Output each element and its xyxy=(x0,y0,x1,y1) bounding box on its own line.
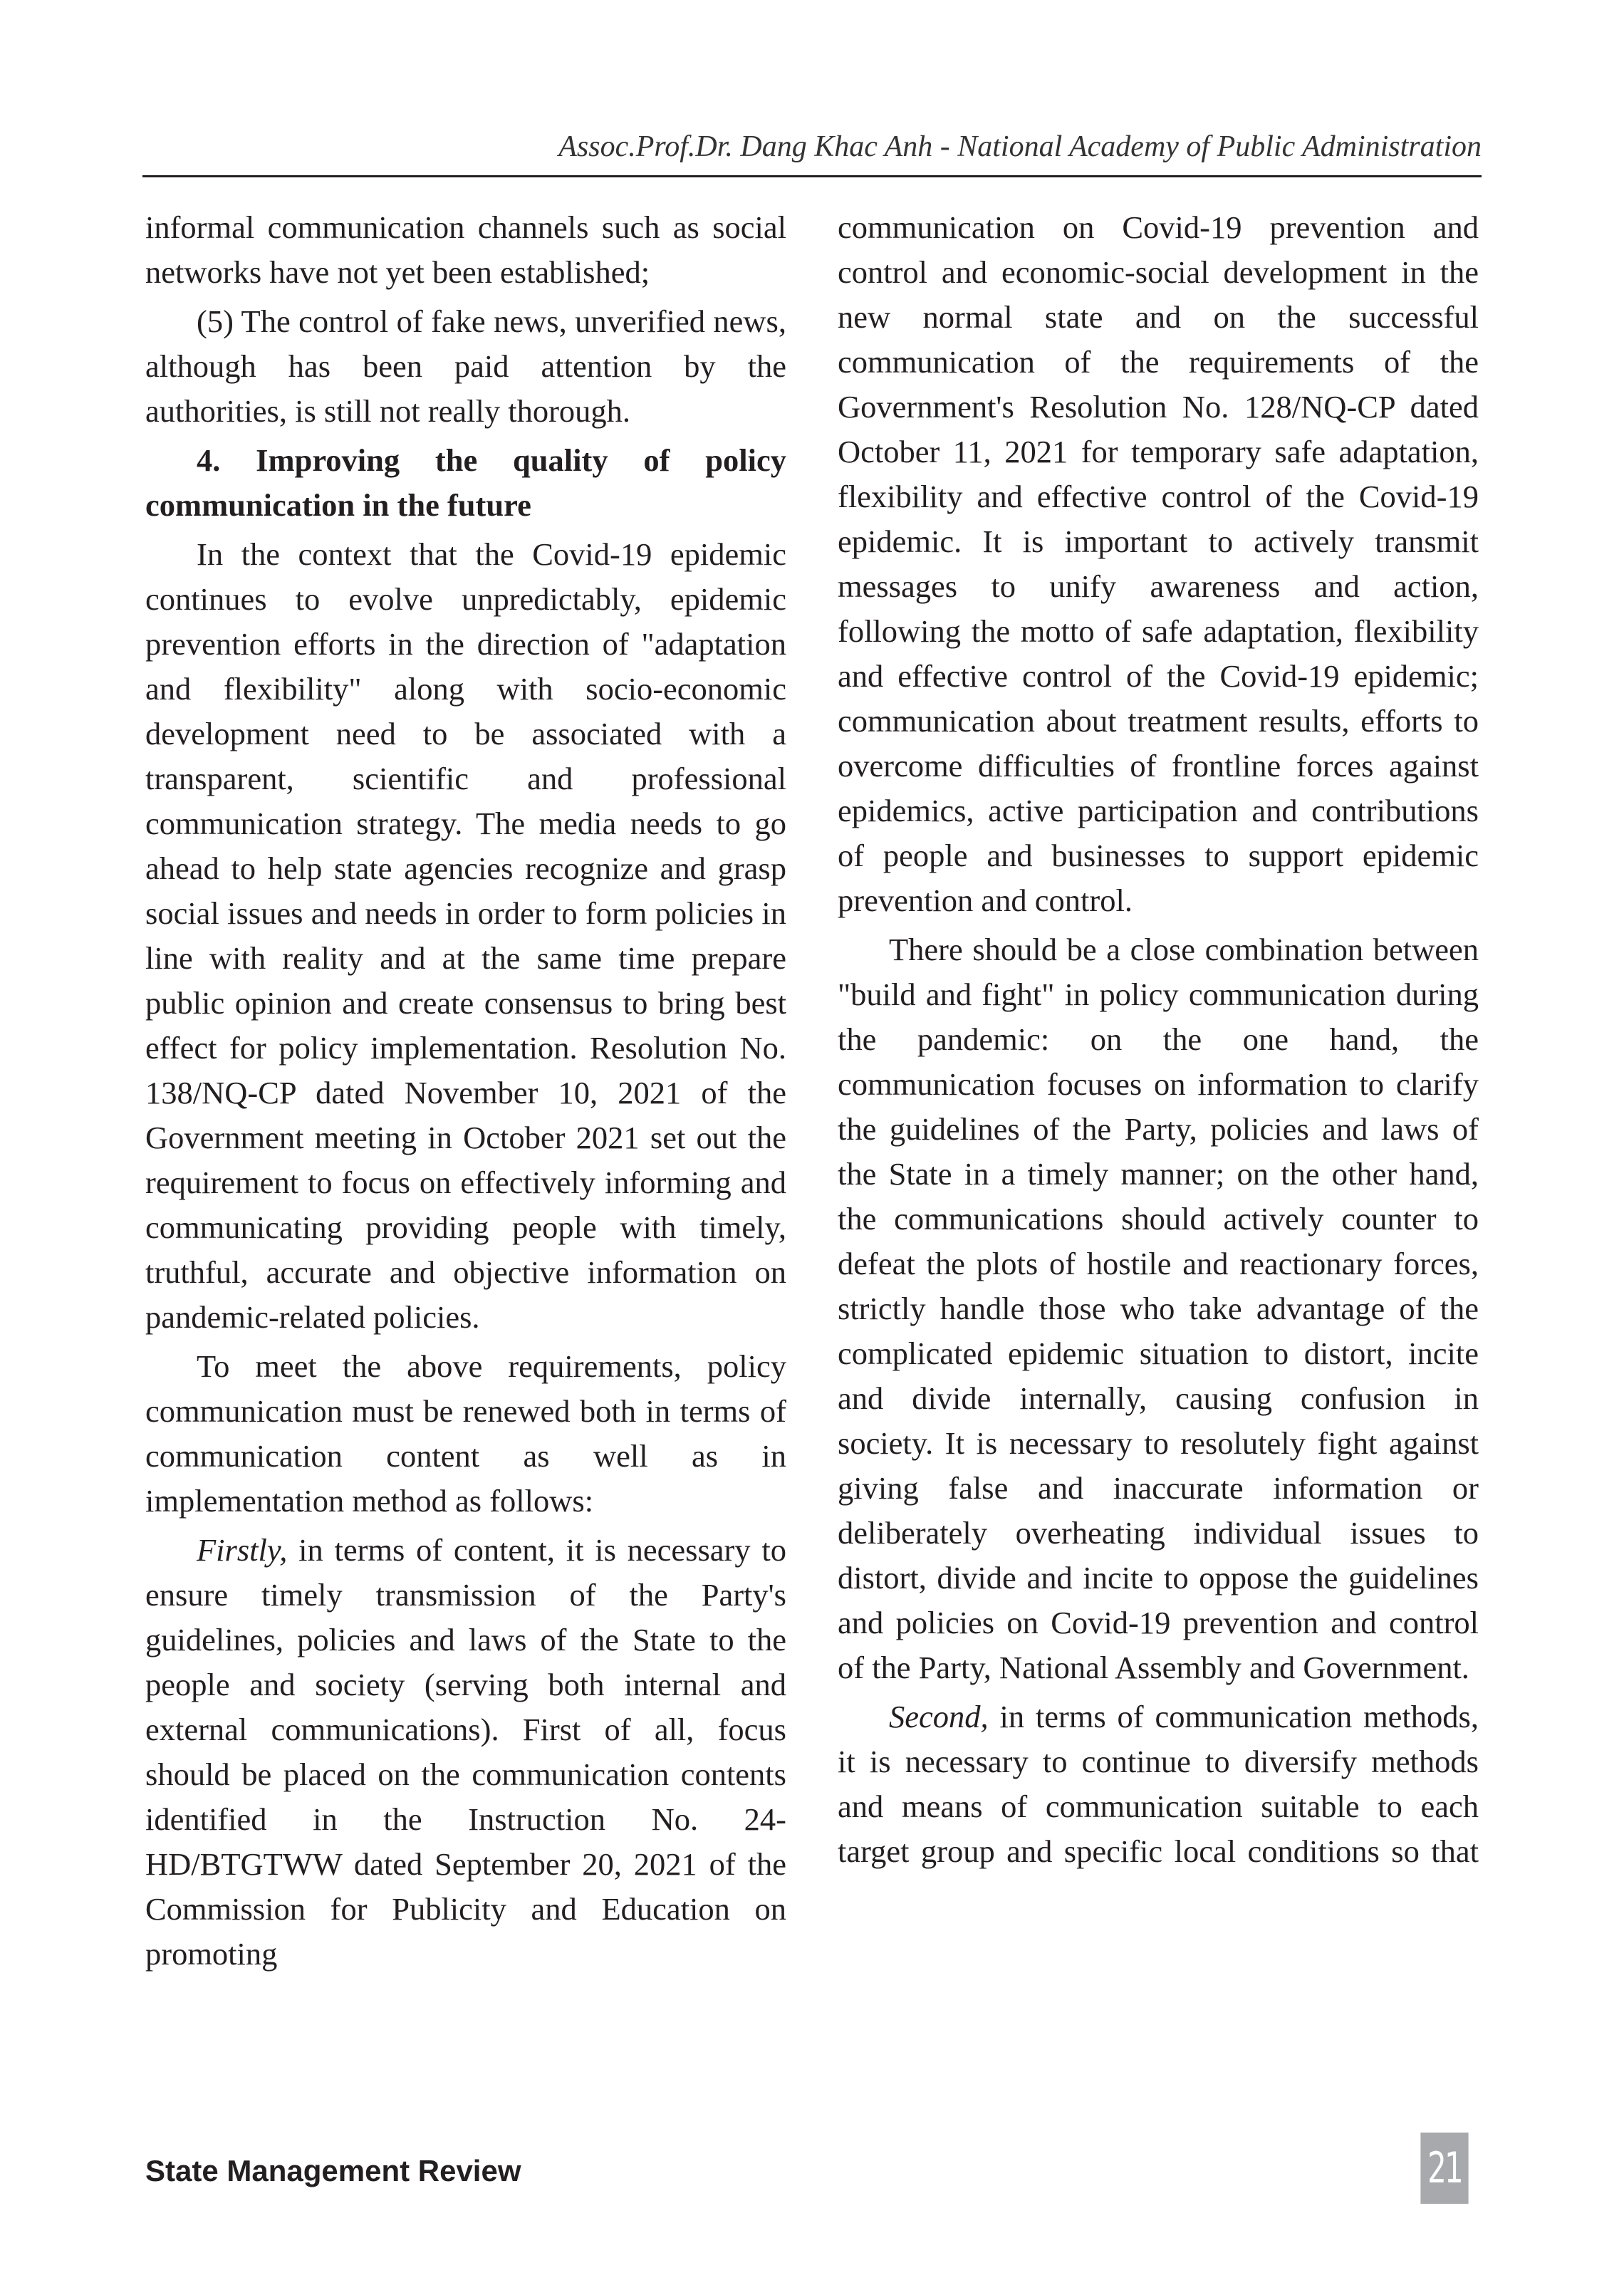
paragraph xyxy=(145,1528,786,1977)
paragraph: informal communication channels such as social networks have not yet been established; xyxy=(145,209,786,290)
left-column xyxy=(145,205,786,1981)
section-heading: 4. Improving the quality of policy communication in the future xyxy=(145,442,786,523)
paragraph: There should be a close combination between "build and fight" in policy communication during the pandemic: on the one hand, the communication focuses on information to clarify the guidelines of the Party, policies and laws of the State in a timely manner; on the other hand, the communications should actively counter to defeat the plots of hostile and reactionary forces, strictly handle those who take advantage of the complicated epidemic situation to distort, incite and divide internally, causing confusion in society. It is necessary to resolutely fight against giving false and inaccurate information or deliberately overheating individual issues to distort, divide and incite to oppose the guidelines and policies on Covid-19 prevention and control of the Party, National Assembly and Government. xyxy=(838,932,1479,1685)
paragraph: (5) The control of fake news, unverified news, although has been paid attention by the authorities, is still not really thorough. xyxy=(145,303,786,429)
running-title: Assoc.Prof.Dr. Dang Khac Anh - National Academy of Public Administration xyxy=(558,130,1482,163)
paragraph: communication on Covid-19 prevention and control and economic-social development in the new normal state and on the successful communication of the requirements of the Government's Resolution No. 128/NQ-CP dated October 11, 2021 for temporary safe adaptation, flexibility and effective control of the Covid-19 epidemic. It is important to actively transmit messages to unify awareness and action, following the motto of safe adaptation, flexibility and effective control of the Covid-19 epidemic; communication about treatment results, efforts to overcome difficulties of frontline forces against epidemics, active participation and contributions of people and businesses to support epidemic prevention and control. xyxy=(838,209,1479,918)
paragraph: To meet the above requirements, policy communication must be renewed both in terms of communication content as well as in implementation method as follows: xyxy=(145,1348,786,1519)
paragraph-body: in terms of content, it is necessary to ensure timely transmission of the Party's guidelines, policies and laws of the State to the people and society (serving both internal and external communications). First of all, focus should be placed on the communication contents identified in the Instruction No. 24-HD/BTGTWW dated September 20, 2021 of the Commission for Publicity and Education on promoting xyxy=(145,1532,786,1972)
paragraph xyxy=(838,1695,1479,1874)
paragraph-lead: Firstly, xyxy=(197,1532,288,1568)
paragraph-lead: Second, xyxy=(889,1699,989,1734)
right-column xyxy=(838,205,1479,1878)
paragraph: In the context that the Covid-19 epidemic continues to evolve unpredictably, epidemic prevention efforts in the direction of "adaptation and flexibility" along with socio-economic development need to be associated with a transparent, scientific and professional communication strategy. The media needs to go ahead to help state agencies recognize and grasp social issues and needs in order to form policies in line with reality and at the same time prepare public opinion and create consensus to bring best effect for policy implementation. Resolution No. 138/NQ-CP dated November 10, 2021 of the Government meeting in October 2021 set out the requirement to focus on effectively informing and communicating providing people with timely, truthful, accurate and objective information on pandemic-related policies. xyxy=(145,536,786,1335)
page-number: 21 xyxy=(1420,2133,1468,2204)
running-header xyxy=(142,125,1482,177)
journal-title: State Management Review xyxy=(145,2154,521,2187)
paragraph-body: in terms of communication methods, it is necessary to continue to diversify methods and means of communication suitable to each target group and specific local conditions so that xyxy=(838,1699,1479,1869)
